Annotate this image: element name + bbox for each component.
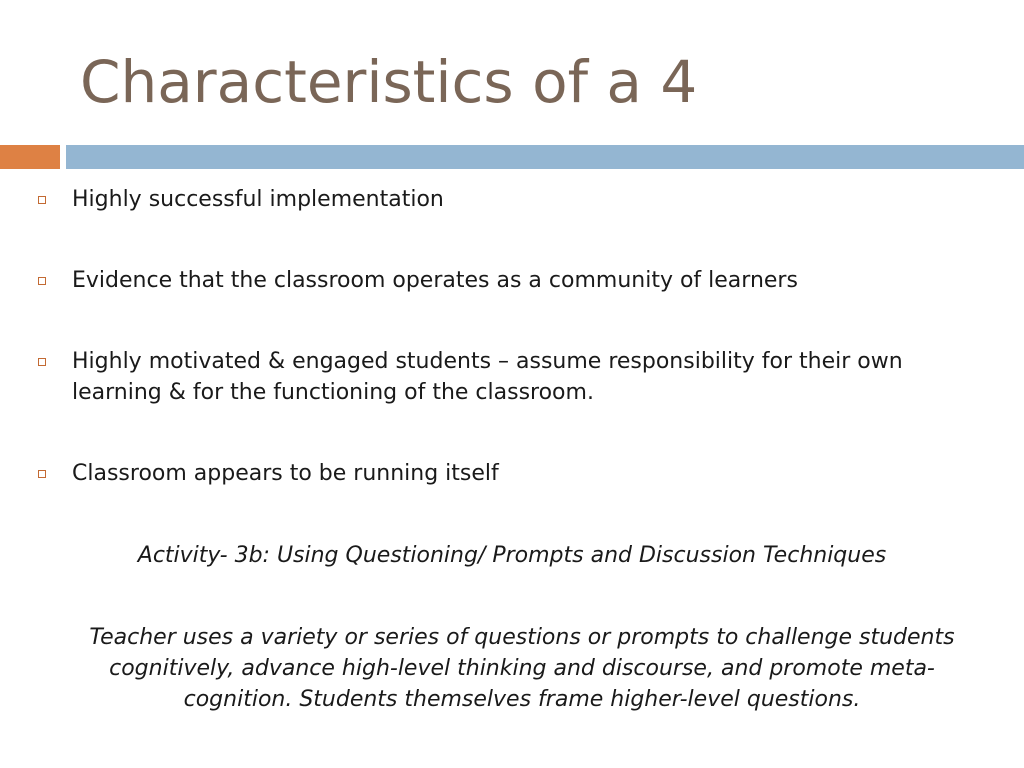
accent-bar-orange: [0, 145, 60, 169]
bullet-item: [0, 458, 1024, 489]
bullet-text: Classroom appears to be running itself: [72, 461, 499, 486]
bullet-item: [0, 184, 1024, 215]
bullet-text: Highly motivated & engaged students – assume responsibility for their own learning & for the functioning of the classroom.: [72, 349, 903, 405]
bullet-item: [0, 265, 1024, 296]
square-bullet-icon: [38, 470, 46, 478]
bullet-text: Highly successful implementation: [72, 187, 444, 212]
activity-heading: Activity- 3b: Using Questioning/ Prompts and Discussion Techniques: [137, 543, 887, 568]
square-bullet-icon: [38, 358, 46, 366]
bullet-item: [0, 346, 1024, 408]
square-bullet-icon: [38, 277, 46, 285]
bullet-list: [0, 184, 1024, 539]
bullet-text: Evidence that the classroom operates as a community of learners: [72, 268, 798, 293]
accent-bar-blue: [66, 145, 1024, 169]
slide-title: Characteristics of a 4: [80, 48, 698, 116]
teacher-description: Teacher uses a variety or series of questions or prompts to challenge students cognitively, advance high-level thinking and discourse, and promote meta-cognition. Students themselves frame higher-level questions.: [89, 625, 955, 712]
square-bullet-icon: [38, 196, 46, 204]
